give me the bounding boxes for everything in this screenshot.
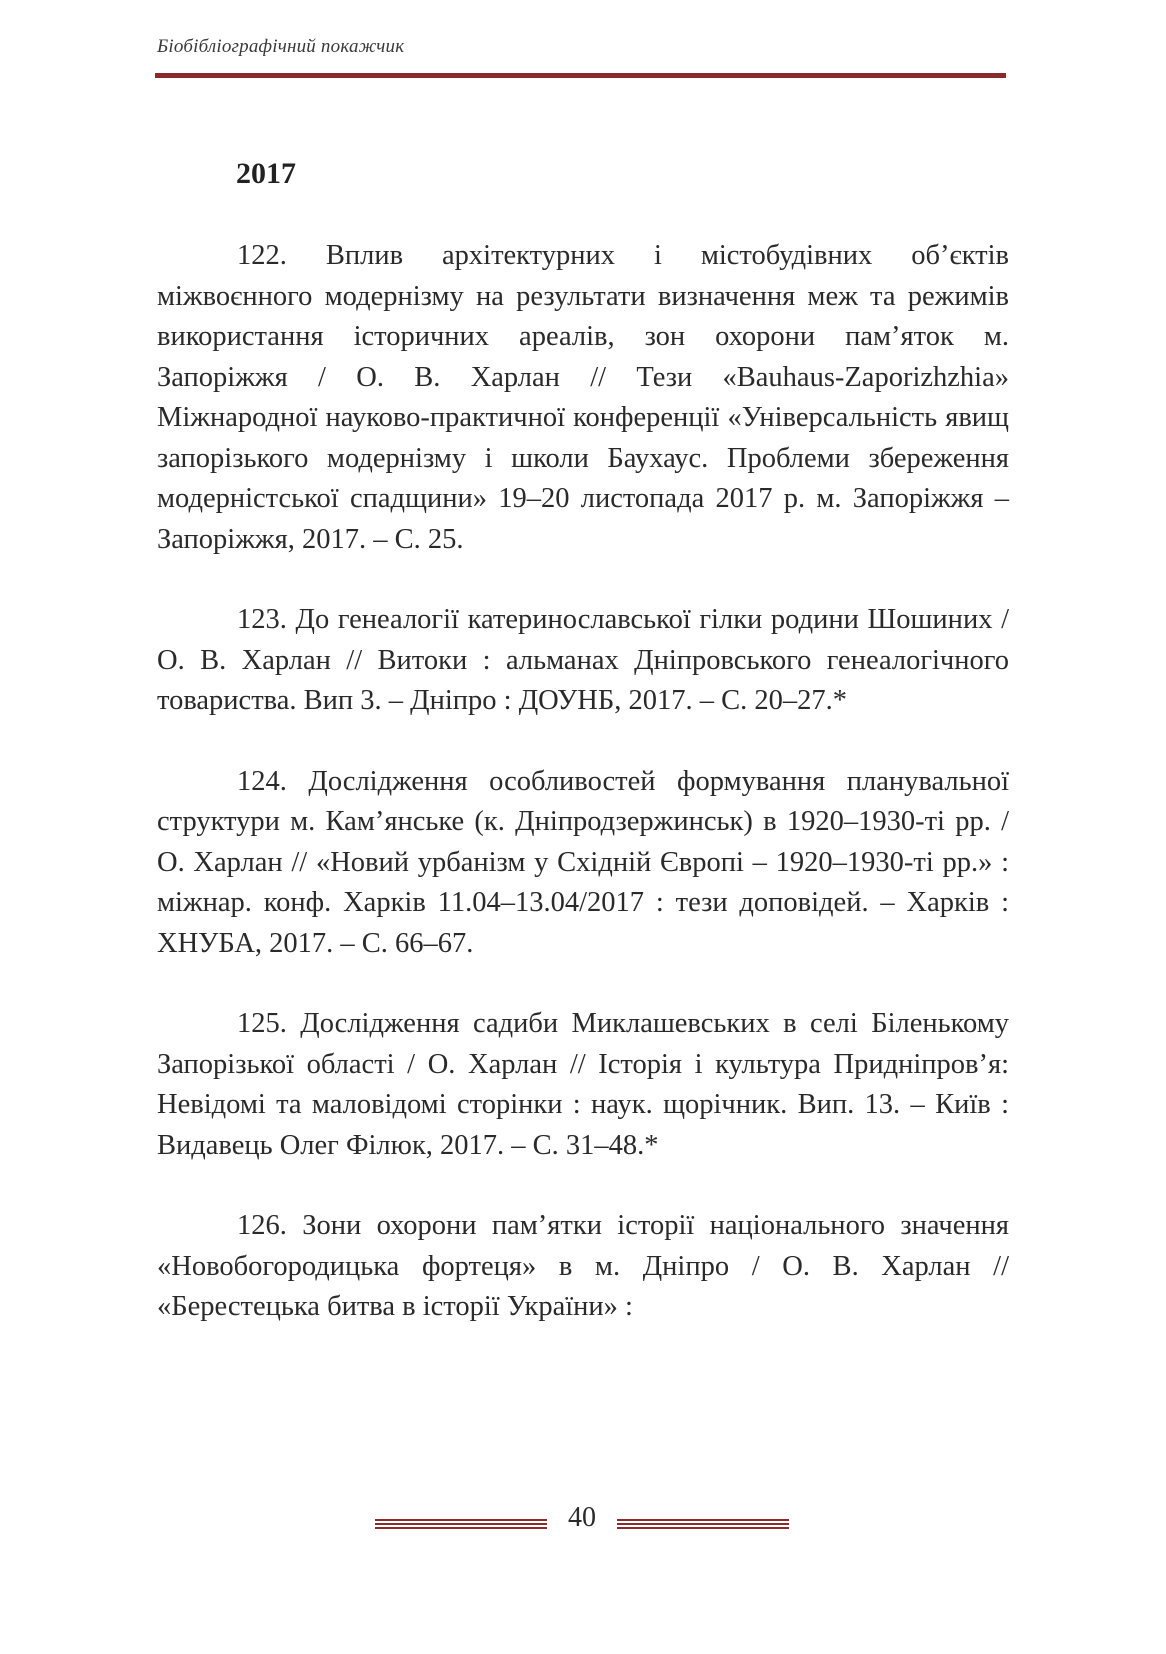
bibliography-entry-126: 126. Зони охорони пам’ятки історії національного значення «Новобогородицька фортеця» в м. Дніпро / О. В. Харлан // «Берестецька битва в історії України» : (157, 1210, 1009, 1322)
running-header: Біобібліографічний покажчик (157, 36, 405, 57)
bibliography-entry-122: 122. Вплив архітектурних і містобудівних об’єктів міжвоєнного модернізму на результати визначення меж та режимів використання історичних ареалів, зон охорони пам’яток м. Запоріжжя / О. В. Харлан // Тези «Bauhaus-Zaporizhzhia» Міжнародної науково-практичної конференції «Універсальність явищ запорізького модернізму і школи Баухаус. Проблеми збереження модерністської спадщини» 19–20 листопада 2017 р. м. Запоріжжя – Запоріжжя, 2017. – С. 25. (157, 240, 1009, 555)
page-footer (0, 1502, 1166, 1542)
bibliography-entry-123: 123. До генеалогії катеринославської гілки родини Шошиних / О. В. Харлан // Витоки : альманах Дніпровського генеалогічного товариства. Вип 3. – Дніпро : ДОУНБ, 2017. – С. 20–27.* (157, 604, 1009, 716)
bibliography-entry-125: 125. Дослідження садиби Миклашевських в селі Біленькому Запорізької області / О. Харлан // Історія і культура Придніпров’я: Невідомі та маловідомі сторінки : наук. щорічник. Вип. 13. – Київ : Видавець Олег Філюк, 2017. – С. 31–48.* (157, 1008, 1009, 1161)
header-rule (155, 73, 1006, 78)
page-number: 40 (568, 1502, 596, 1533)
bibliography-entry-124: 124. Дослідження особливостей формування планувальної структури м. Кам’янське (к. Дніпродзержинськ) в 1920–1930-ті рр. / О. Харлан // «Новий урбанізм у Східній Європі – 1920–1930-ті рр.» : міжнар. конф. Харків 11.04–13.04/2017 : тези доповідей. – Харків : ХНУБА, 2017. – С. 66–67. (157, 765, 1009, 959)
year-heading: 2017 (236, 157, 296, 190)
footer-ornament-left (375, 1519, 547, 1529)
footer-ornament-right (617, 1519, 789, 1529)
bibliography-list (157, 236, 1009, 1368)
